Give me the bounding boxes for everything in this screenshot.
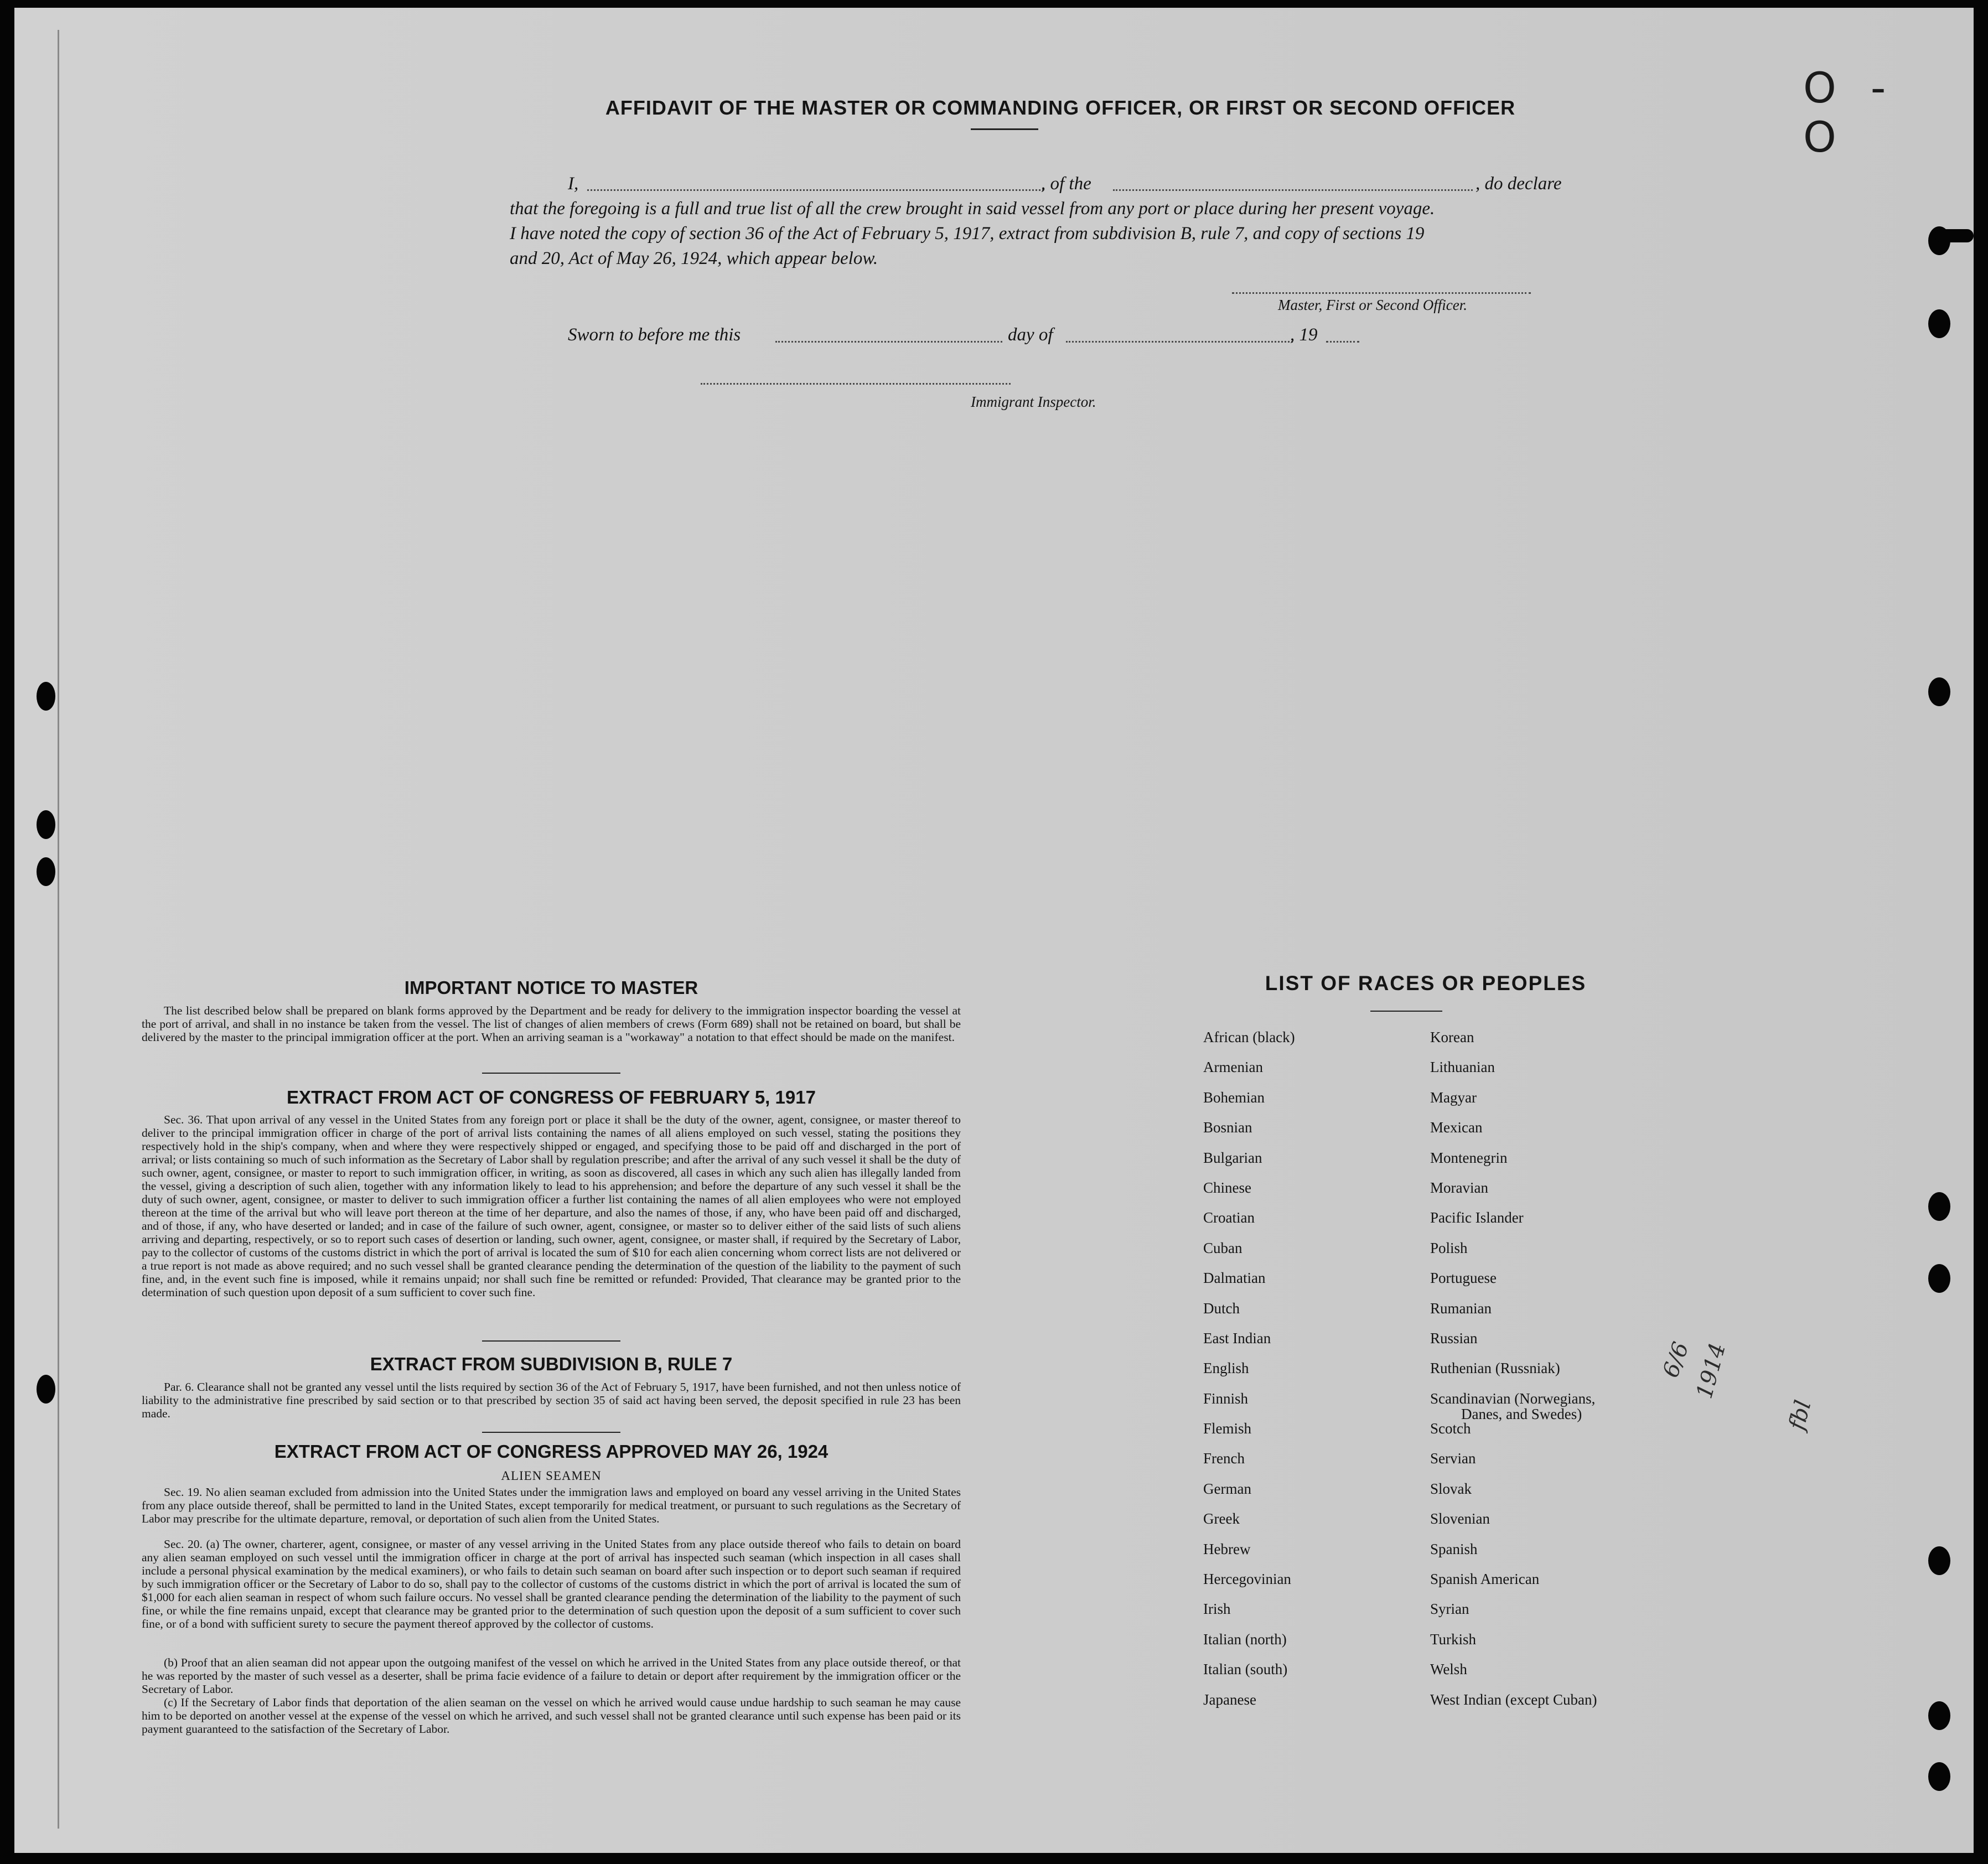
extract-1917-text: Sec. 36. That upon arrival of any vessel in the United States from any foreign port or place it shall be the duty of the owner, agent, consignee, or master thereof to deliver to the principal immigration officer in charge of the port of arrival lists containing the names of all aliens employed on such vessel, stating the positions they respectively hold in the ship's company, when and where they were respectively shipped or engaged, and specifying those to be paid off and discharged in the port of arrival; or lists containing so much of such information as the Secretary of Labor shall by regulation prescribe; and after the arrival of any such vessel it shall be the duty of such owner, agent, consignee, or master to report to such immigration officer, in writing, as soon as discovered, all cases in which any such alien has illegally landed from the vessel, giving a description of such alien, together with any information likely to lead to his apprehension; and before the departure of any such vessel it shall be the duty of such owner, agent, consignee, or master to deliver to such immigration officer a further list containing the names of all alien employees who were not employed thereon at the time of the arrival but who will leave port thereon at the time of her departure, and also the names of those, if any, who have been paid off and discharged, and of those, if any, who have deserted or landed; and in case of the failure of such owner, agent, consignee, or master so to deliver either of the said lists of such aliens arriving and departing, respectively, or so to report such cases of desertion or landing, such owner, agent, consignee, or master shall, if required by the Secretary of Labor, pay to the collector of customs of the customs district in which the port of arrival is located the sum of $10 for each alien concerning whom correct lists are not delivered or a true report is not made as above required; and no such vessel shall be granted clearance pending the determination of the question of the liability to the payment of such fine, and, in the event such fine is imposed, while it remains unpaid; nor shall such fine be remitted or refunded: Provided, That clearance may be granted prior to the determination of such question upon deposit of a sum sufficient to cover such fine. [142, 1113, 961, 1299]
affidavit-line-4: and 20, Act of May 26, 1924, which appear below. [510, 248, 878, 268]
race-item: Korean [1430, 1029, 1474, 1045]
affidavit-of-the-label: , of the [1041, 174, 1091, 194]
master-label: Master, First or Second Officer. [1278, 297, 1467, 313]
race-item: Montenegrin [1430, 1149, 1508, 1166]
sworn-day-blank [775, 341, 1002, 343]
affidavit-declare-label: , do declare [1476, 174, 1562, 194]
race-item: Italian (north) [1203, 1630, 1287, 1648]
race-item: Moravian [1430, 1179, 1488, 1196]
race-item: Turkish [1430, 1630, 1477, 1648]
race-item: Finnish [1203, 1390, 1249, 1407]
section-rule [482, 1073, 620, 1074]
sec-20a-text: Sec. 20. (a) The owner, charterer, agent, consignee, or master of any vessel arriving in the United States from any place outside thereof who fails to detain on board any alien seaman employed on such vessel until the immigration officer in charge at the port of arrival has inspected such seaman (which inspection in all cases shall include a personal physical examination by the medical examiners), or who fails to detain such seaman on board after such inspection or to deport such seaman if required by such immigration officer or the Secretary of Labor to do so, shall pay to the collector of customs of the customs district in which the port of arrival is located the sum of $1,000 for each alien seaman in respect of whom such failure occurs. No vessel shall be granted clearance pending the determination of the liability to the payment of such fine, or while the fine remains unpaid, except that clearance may be granted prior to the determination of such question upon the deposit of a sum sufficient to cover such fine, or of a bond with sufficient surety to secure the payment thereof approved by the collector of customs. [142, 1537, 961, 1630]
extract-rule7-heading: EXTRACT FROM SUBDIVISION B, RULE 7 [370, 1354, 733, 1374]
race-item: Irish [1203, 1601, 1231, 1618]
edge-notch [1935, 229, 1974, 242]
master-signature-line [1232, 292, 1531, 294]
affidavit-line-2: that the foregoing is a full and true list of all the crew brought in said vessel from any port or place during her present voyage. [510, 199, 1435, 219]
race-item: Welsh [1430, 1661, 1467, 1678]
race-item: Hebrew [1203, 1540, 1251, 1557]
punch-hole [1928, 309, 1950, 338]
sworn-label: Sworn to before me this [568, 325, 741, 345]
race-item: Spanish [1430, 1540, 1478, 1557]
notice-heading: IMPORTANT NOTICE TO MASTER [404, 977, 698, 998]
handwritten-note: 1914 [1691, 1340, 1731, 1402]
punch-hole [1928, 1264, 1950, 1293]
race-item: West Indian (except Cuban) [1430, 1691, 1597, 1708]
race-item: German [1203, 1480, 1251, 1497]
race-item: Scotch [1430, 1420, 1471, 1437]
extract-rule7-text: Par. 6. Clearance shall not be granted any vessel until the lists required by section 36 of the Act of February 5, 1917, have been furnished, and not then unless notice of liability to the administrative fine prescribed by said section or to that prescribed by section 35 of said act having been served, the deposit specified in rule 23 has been made. [142, 1380, 961, 1420]
inspector-signature-line [701, 383, 1011, 385]
sworn-year-blank [1326, 341, 1359, 343]
punch-hole [37, 682, 55, 711]
race-item: Russian [1430, 1329, 1478, 1347]
extract-1917-heading: EXTRACT FROM ACT OF CONGRESS OF FEBRUARY 5, 1917 [287, 1087, 816, 1107]
handwritten-note: fbl [1784, 1397, 1816, 1433]
race-item: Bulgarian [1203, 1149, 1262, 1166]
race-item: French [1203, 1450, 1245, 1467]
punch-hole [37, 810, 55, 839]
race-item: East Indian [1203, 1329, 1271, 1347]
extract-1924-heading: EXTRACT FROM ACT OF CONGRESS APPROVED MAY 26, 1924 [274, 1441, 829, 1462]
affidavit-i-label: I, [568, 174, 579, 194]
race-item: Polish [1430, 1239, 1468, 1256]
race-item: Pacific Islander [1430, 1209, 1524, 1226]
race-item: Scandinavian (Norwegians, [1430, 1390, 1596, 1407]
race-item: Spanish American [1430, 1571, 1540, 1588]
race-item: Ruthenian (Russniak) [1430, 1360, 1560, 1377]
sec-20c-text: (c) If the Secretary of Labor finds that deportation of the alien seaman on the vessel on which he arrived would cause undue hardship to such seaman he may cause him to be deported on another vessel at the expense of the vessel on which he arrived, and such vessel shall not be granted clearance until such expense has been paid or its payment guaranteed to the satisfaction of the Secretary of Labor. [142, 1696, 961, 1736]
race-item: Flemish [1203, 1420, 1252, 1437]
race-item: Magyar [1430, 1089, 1477, 1106]
affidavit-title: AFFIDAVIT OF THE MASTER OR COMMANDING OFFICER, OR FIRST OR SECOND OFFICER [605, 96, 1516, 119]
punch-hole [1928, 1762, 1950, 1791]
race-item: Bohemian [1203, 1089, 1265, 1106]
name-blank [587, 189, 1044, 191]
punch-hole [1928, 1701, 1950, 1730]
handwritten-note: 6/6 [1658, 1338, 1694, 1381]
section-rule [482, 1340, 620, 1342]
race-item: Hercegovinian [1203, 1571, 1291, 1588]
title-rule [971, 128, 1038, 130]
race-item: Cuban [1203, 1239, 1242, 1256]
inspector-label: Immigrant Inspector. [971, 393, 1096, 410]
sec-20b-text: (b) Proof that an alien seaman did not appear upon the outgoing manifest of the vessel on which he arrived in the United States from any place outside thereof, or that he was reported by the master of such vessel as a deserter, shall be prima facie evidence of a failure to detain or deport after requirement by the immigration officer or the Secretary of Labor. [142, 1656, 961, 1696]
document-sheet [14, 8, 1974, 1853]
scandinavian-continuation: Danes, and Swedes) [1461, 1406, 1582, 1422]
race-item: Slovenian [1430, 1510, 1490, 1528]
sworn-month-blank [1066, 341, 1293, 343]
race-item: Portuguese [1430, 1270, 1497, 1287]
race-item: Japanese [1203, 1691, 1256, 1708]
day-of-label: day of [1008, 325, 1053, 345]
section-rule [482, 1432, 620, 1433]
race-item: Italian (south) [1203, 1661, 1288, 1678]
race-item: Bosnian [1203, 1119, 1252, 1136]
race-item: Rumanian [1430, 1299, 1492, 1317]
vessel-blank [1113, 189, 1473, 191]
race-item: Lithuanian [1430, 1059, 1495, 1076]
races-title-rule [1370, 1011, 1442, 1012]
sec-19-text: Sec. 19. No alien seaman excluded from admission into the United States under the immigration laws and employed on board any vessel arriving in the United States from any place outside thereof, shall be permitted to land in the United States, except temporarily for medical treatment, or pursuant to such regulations as the Secretary of Labor may prescribe for the ultimate departure, removal, or deportation of such alien from the United States. [142, 1485, 961, 1525]
race-item: English [1203, 1360, 1249, 1377]
race-item: Dalmatian [1203, 1270, 1266, 1287]
race-item: Greek [1203, 1510, 1240, 1528]
punch-hole [37, 1375, 55, 1404]
corner-mark: O- O [1803, 63, 1919, 162]
race-item: Dutch [1203, 1299, 1240, 1317]
race-item: Slovak [1430, 1480, 1472, 1497]
race-item: Syrian [1430, 1601, 1469, 1618]
alien-seamen-subheading: ALIEN SEAMEN [501, 1469, 602, 1483]
race-item: Chinese [1203, 1179, 1251, 1196]
punch-hole [1928, 1192, 1950, 1221]
race-item: Servian [1430, 1450, 1476, 1467]
margin-rule [58, 30, 59, 1829]
race-item: African (black) [1203, 1029, 1295, 1045]
races-left-column [1203, 1029, 1295, 1721]
race-item: Mexican [1430, 1119, 1483, 1136]
race-item: Armenian [1203, 1059, 1263, 1076]
punch-hole [1928, 677, 1950, 706]
punch-hole [1928, 1546, 1950, 1575]
year-label: , 19 [1290, 325, 1318, 345]
affidavit-line-3: I have noted the copy of section 36 of the Act of February 5, 1917, extract from subdivision B, rule 7, and copy of sections 19 [510, 224, 1425, 244]
races-title: LIST OF RACES OR PEOPLES [1265, 972, 1587, 995]
race-item: Croatian [1203, 1209, 1255, 1226]
races-right-column [1430, 1029, 1597, 1721]
punch-hole [37, 857, 55, 886]
notice-text: The list described below shall be prepared on blank forms approved by the Department and be ready for delivery to the immigration inspector boarding the vessel at the port of arrival, and shall in no instance be taken from the vessel. The list of changes of alien members of crews (Form 689) shall not be retained on board, but shall be delivered by the master to the principal immigration officer at the port. When an arriving seaman is a "workaway" a notation to that effect should be made on the manifest. [142, 1004, 961, 1044]
